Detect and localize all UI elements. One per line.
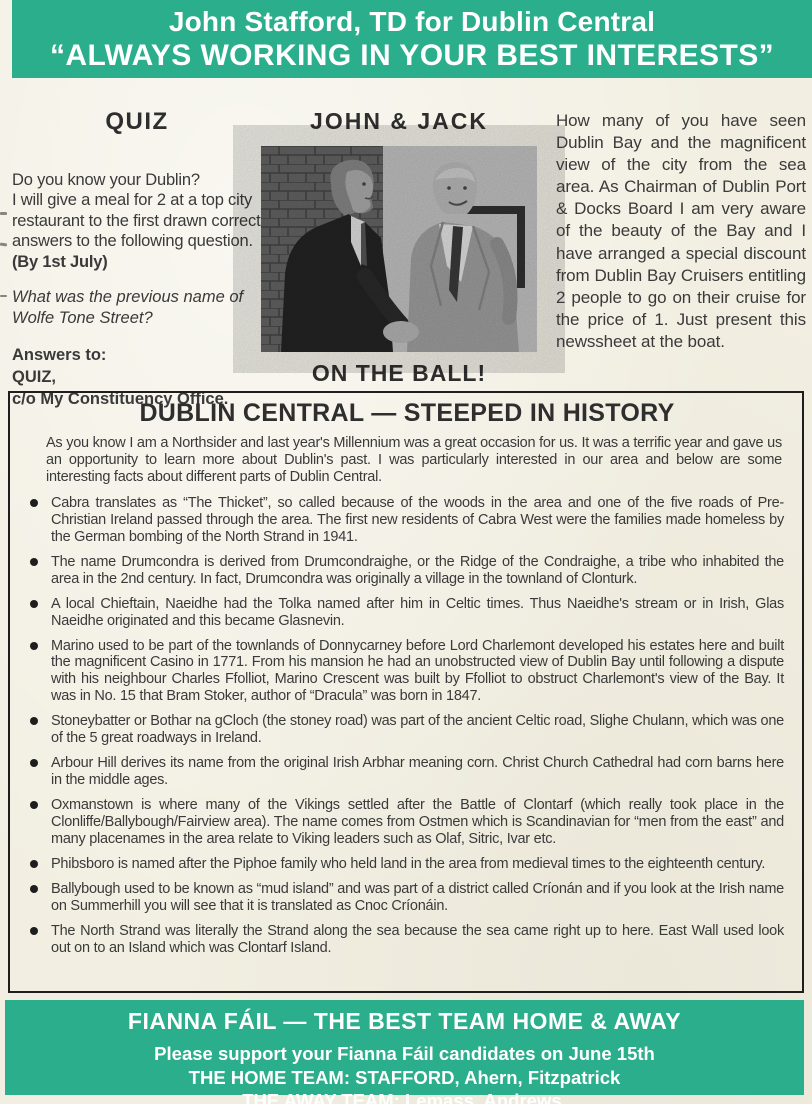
fact-text: Cabra translates as “The Thicket”, so called because of the woods in the area and one of the five roads of Pre-Christian Ireland passed through the area. The first new residents of Cabra West were the families made homeless by the German bombing of the North Strand in 1941. <box>51 494 784 545</box>
bullet-icon <box>30 600 38 608</box>
answers-heading: Answers to: <box>12 346 107 365</box>
dublin-bay-text: How many of you have seen Dublin Bay and the magnificent view of the city from the sea area. As Chairman of Dublin Port & Docks Board I am very aware of the beauty of the Bay and I have arranged a special discount from Dublin Bay Cruisers entitling 2 people to go on their cruise for the price of 1. Just present this newssheet at the boat. <box>556 111 806 351</box>
bullet-icon <box>30 717 38 725</box>
fact-text: Arbour Hill derives its name from the original Irish Arbhar meaning corn. Christ Church Cathedral had corn barns here in the middle ages. <box>51 755 784 789</box>
fact-text: Oxmanstown is where many of the Vikings settled after the Battle of Clontarf (which really took place in the Clonliffe/Ballybough/Fairview area). The name comes from Ostmen which is Scandinavian for “men from the east” and many placenames in the area relate to Viking leaders such as Olaf, Sitric, Ivar etc. <box>51 797 784 848</box>
fact-text: Phibsboro is named after the Piphoe family who held land in the area from medieval times to the eighteenth century. <box>51 856 766 873</box>
bullet-icon <box>30 801 38 809</box>
history-fact <box>30 495 784 546</box>
history-title: DUBLIN CENTRAL — STEEPED IN HISTORY <box>139 399 675 427</box>
party-slogan: FIANNA FÁIL — THE BEST TEAM HOME & AWAY <box>127 1008 682 1034</box>
history-fact <box>30 638 784 706</box>
history-fact <box>30 881 784 915</box>
top-banner <box>12 0 812 78</box>
history-fact <box>30 923 784 957</box>
scan-artifact <box>0 243 7 247</box>
quiz-deadline: (By 1st July) <box>12 252 108 271</box>
history-fact <box>30 596 784 630</box>
fact-text: Marino used to be part of the townlands of Donnycarney before Lord Charlemont developed his estates here and built the magnificent Casino in 1771. From his mansion he had an unobstructed view of Dublin Bay until following a dispute with his neighbour Charles Ffolliot, Marino Crescent was built by Ffolliot to obstruct Charlemont's view of the Bay. It was in No. 15 that Bram Stoker, author of “Dracula” was born in 1847. <box>51 637 784 705</box>
answers-line1: QUIZ, <box>12 368 56 387</box>
bullet-icon <box>30 860 38 868</box>
dublin-bay-column <box>556 110 806 353</box>
quiz-title: QUIZ <box>105 108 169 135</box>
history-fact <box>30 797 784 848</box>
history-fact <box>30 713 784 747</box>
campaign-slogan: “ALWAYS WORKING IN YOUR BEST INTERESTS” <box>49 38 774 72</box>
bullet-icon <box>30 499 38 507</box>
bullet-icon <box>30 927 38 935</box>
quiz-section <box>12 108 262 411</box>
scan-artifact <box>0 212 7 215</box>
home-team: THE HOME TEAM: STAFFORD, Ahern, Fitzpatrick <box>188 1067 621 1088</box>
quiz-question: What was the previous name of Wolfe Tone Street? <box>12 288 244 328</box>
history-fact-list <box>30 495 784 957</box>
quiz-body <box>12 170 262 272</box>
quiz-line1: Do you know your Dublin? <box>12 171 200 189</box>
bullet-icon <box>30 759 38 767</box>
photo-illustration <box>261 146 537 352</box>
history-fact <box>30 554 784 588</box>
history-fact <box>30 856 784 873</box>
fact-text: Stoneybatter or Bothar na gCloch (the stoney road) was part of the ancient Celtic road, Slighe Chulann, which was one of the 5 great roadways in Ireland. <box>51 713 784 747</box>
photo-title: JOHN & JACK <box>310 108 488 134</box>
fact-text: The name Drumcondra is derived from Drumcondraighe, or the Ridge of the Condraighe, a tribe who inhabited the area in the 2nd century. In fact, Drumcondra was originally a village in the townland of Clonturk. <box>51 553 784 587</box>
john-jack-photo <box>261 146 537 352</box>
answers-line2: c/o My Constituency Office. <box>12 390 229 409</box>
bullet-icon <box>30 885 38 893</box>
away-team: THE AWAY TEAM: Lemass, Andrews. <box>242 1090 567 1111</box>
history-box <box>8 391 804 993</box>
scan-artifact <box>0 295 7 297</box>
bottom-banner <box>5 1000 804 1111</box>
bullet-icon <box>30 642 38 650</box>
photo-caption: ON THE BALL! <box>311 360 487 386</box>
support-appeal: Please support your Fianna Fáil candidates on June 15th <box>154 1043 655 1064</box>
quiz-rules: I will give a meal for 2 at a top city restaurant to the first drawn correct answers to the following question. <box>12 191 261 251</box>
bullet-icon <box>30 558 38 566</box>
candidate-title: John Stafford, TD for Dublin Central <box>168 5 656 37</box>
history-fact <box>30 755 784 789</box>
photo-section <box>261 108 537 387</box>
fact-text: The North Strand was literally the Strand along the sea because the sea came right up to here. East Wall used look out on to an Island which was Clontarf Island. <box>51 922 784 956</box>
history-intro: As you know I am a Northsider and last year's Millennium was a great occasion for us. It was a terrific year and gave us an opportunity to learn more about Dublin's past. I was particularly interested in our area and below are some interesting facts about different parts of Dublin Central. <box>46 435 782 485</box>
fact-text: Ballybough used to be known as “mud island” and was part of a district called Críonán and if you look at the Irish name on Summerhill you will see that it is translated as Cnoc Críonáin. <box>51 880 784 914</box>
fact-text: A local Chieftain, Naeidhe had the Tolka named after him in Celtic times. Thus Naeidhe's stream or in Irish, Glas Naeidhe originated and this became Glasnevin. <box>51 595 784 629</box>
